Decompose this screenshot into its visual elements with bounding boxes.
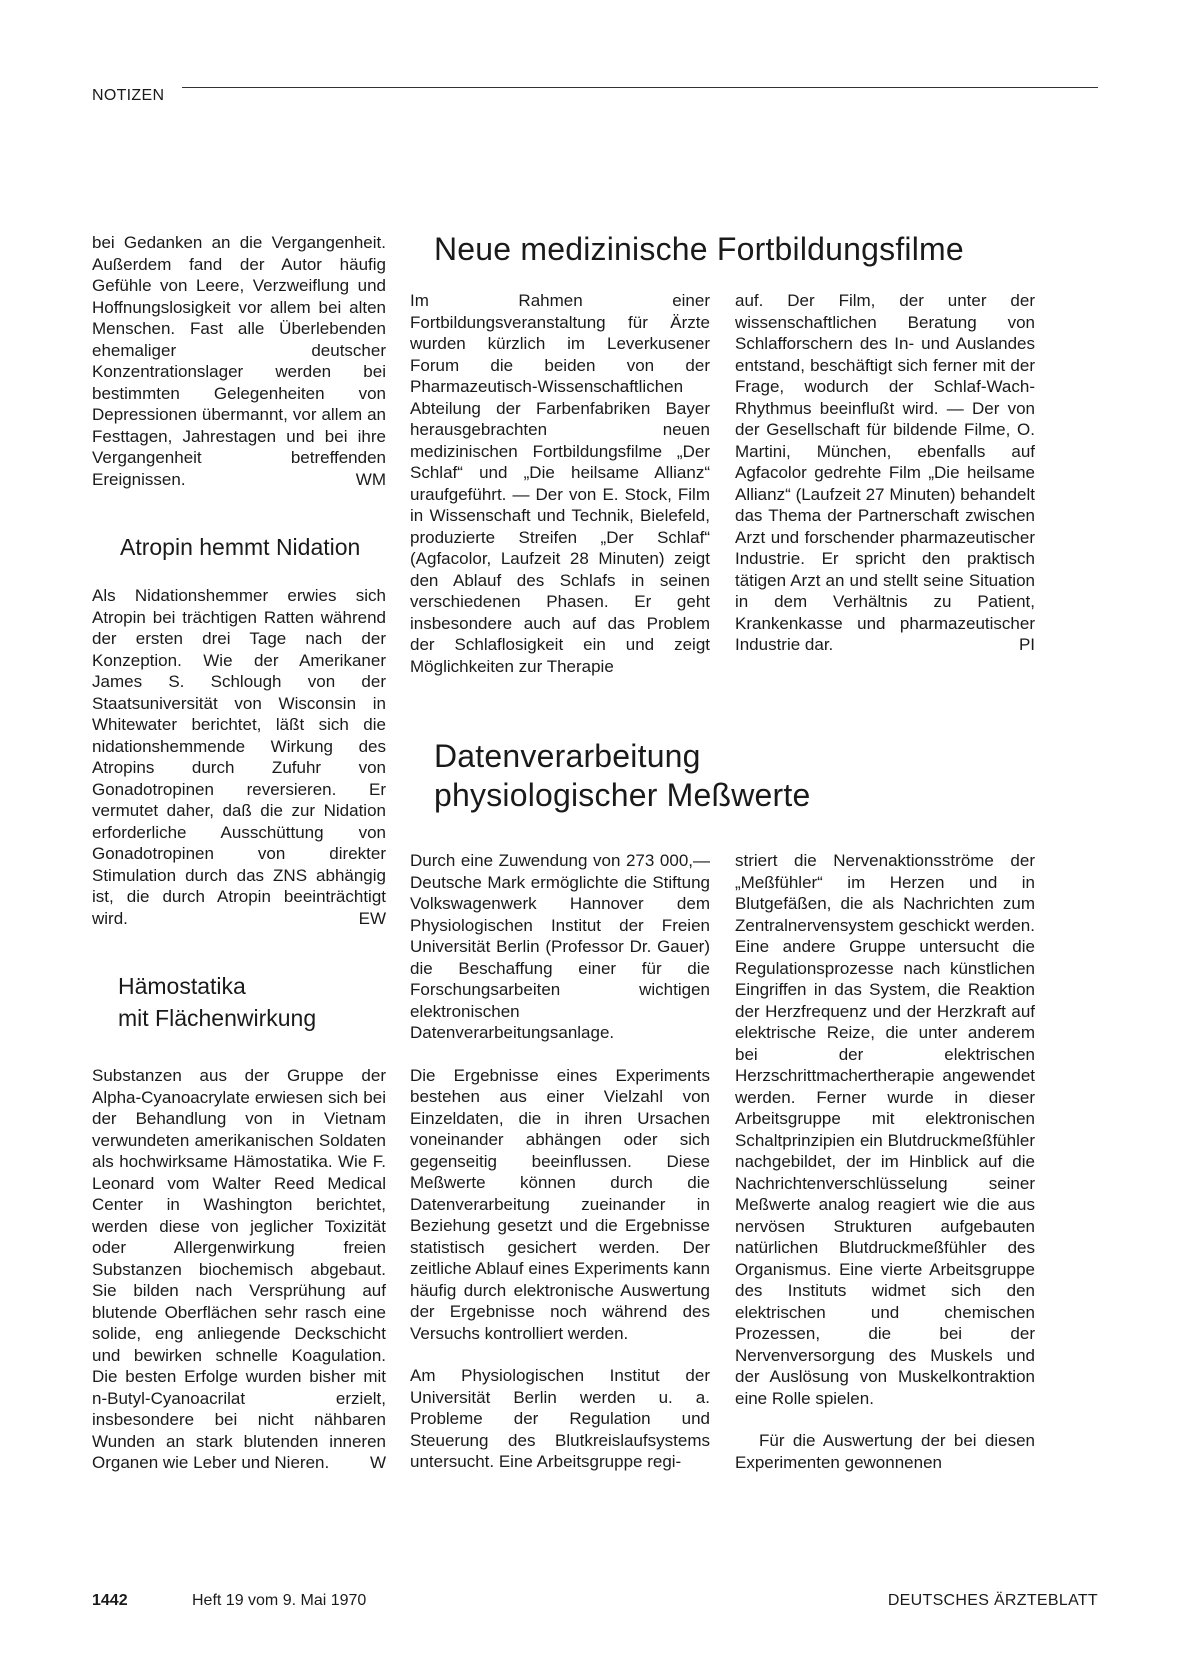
journal-name: DEUTSCHES ÄRZTEBLATT	[887, 1592, 1098, 1609]
fortbildung-col1-text: Im Rahmen einer Fortbildungsveranstaltung für Ärzte wurden kürzlich im Leverkusener Forum die beiden von der Pharmazeutisch-Wissenschaftlichen Abteilung der Farbenfabriken Bayer herausgebrachten neuen medizinischen Fortbildungsfilme „Der Schlaf“ und „Die heilsame Allianz“ uraufgeführt. — Der von E. Stock, Film in Wissenschaft und Technik, Bielefeld, produzierte Streifen „Der Schlaf“ (Agfacolor, Laufzeit 28 Minuten) zeigt den Ablauf des Schlafs in seinen verschiedenen Phasen. Er geht insbesondere auch auf das Problem der Schlaflosigkeit ein und zeigt Möglichkeiten zur Therapie	[410, 291, 710, 676]
header-rule	[182, 87, 1098, 88]
daten-col1-paragraph2: Die Ergebnisse eines Experiments bestehen aus einer Vielzahl von Einzeldaten, die in ihren Ursachen voneinander abhängen oder sich gegenseitig beeinflussen. Diese Meßwerte können durch die Datenverarbeitung zueinander in Beziehung gesetzt und die Ergebnisse statistisch gesichert werden. Der zeitliche Ablauf eines Experiments kann häufig durch elektronische Auswertung der Ergebnisse noch während des Versuchs kontrolliert werden.	[410, 1065, 710, 1343]
haemostatika-title-line1: Hämostatika	[118, 973, 246, 999]
fortbildung-col2-text: auf. Der Film, der unter der wissenschaftlichen Beratung von Schlafforschern des In- und Auslandes entstand, beschäftigt sich ferner mit der Frage, wodurch der Schlaf-Wach-Rhythmus beeinflußt wird. — Der von der Gesellschaft für bildende Filme, O. Martini, München, ebenfalls auf Agfacolor gedrehte Film „Die heilsame Allianz“ (Laufzeit 27 Minuten) behandelt das Thema der Partnerschaft zwischen Arzt und forschender pharmazeutischer Industrie. Er spricht den praktisch tätigen Arzt an und stellt seine Situation in dem Verhältnis zu Patient, Krankenkasse und pharmazeutischer Industrie dar.	[735, 291, 1035, 654]
atropin-article	[92, 585, 386, 929]
intro-paragraph: bei Gedanken an die Vergangenheit. Außerdem fand der Autor häufig Gefühle von Leere, Verzweiflung und Hoffnungslosigkeit vor allem bei alten Menschen. Fast alle Überlebenden ehemaliger deutscher Konzentrationslager werden bei bestimmten Gelegenheiten von Depressionen übermannt, vor allem an Festtagen, Jahrestagen und bei ihre Vergangenheit betreffenden Ereignissen.	[92, 233, 386, 489]
haemostatika-article	[92, 1065, 386, 1474]
fortbildung-signature: PI	[1018, 635, 1035, 654]
section-label: NOTIZEN	[92, 87, 165, 104]
daten-title-line1: Datenverarbeitung	[434, 738, 701, 774]
daten-title-line2: physiologischer Meßwerte	[434, 777, 811, 813]
atropin-signature: EW	[358, 908, 386, 928]
haemostatika-signature: W	[369, 1453, 386, 1472]
fortbildung-col1	[410, 290, 710, 677]
fortbildung-col2	[735, 290, 1035, 656]
daten-col2-paragraph2: Für die Auswertung der bei diesen Experimenten gewonnenen	[735, 1431, 1035, 1472]
atropin-text: Als Nidationshemmer erwies sich Atropin bei trächtigen Ratten während der ersten drei Tage nach der Konzeption. Wie der Amerikaner James S. Schlough von der Staatsuniversität von Wisconsin in Whitewater berichtet, läßt sich die nidationshemmende Wirkung des Atropins durch Zufuhr von Gonadotropinen reversieren. Er vermutet daher, daß die zur Nidation erforderliche Ausschüttung von Gonadotropinen von direkter Stimulation durch das ZNS abhängig ist, die durch Atropin beeinträchtigt wird.	[92, 586, 386, 928]
daten-col1-paragraph3: Am Physiologischen Institut der Universität Berlin werden u. a. Probleme der Regulation und Steuerung des Blutkreislaufsystems untersucht. Eine Arbeitsgruppe regi-	[410, 1366, 710, 1471]
intro-signature: WM	[355, 469, 386, 489]
daten-col2-paragraph1: striert die Nervenaktionsströme der „Meßfühler“ im Herzen und in Blutgefäßen, die als Nachrichten zum Zentralnervensystem geschickt werden. Eine andere Gruppe untersucht die Regulationsprozesse nach künstlichen Eingriffen in das System, die Reaktion der Herzfrequenz und der Herzkraft auf elektrische Reize, die unter anderem bei der elektrischen Herzschrittmachertherapie angewendet werden. Ferner wurde in dieser Arbeitsgruppe mit elektronischen Schaltprinzipien ein Blutdruckmeßfühler nachgebildet, der im Hinblick auf die Nachrichtenverschlüsselung seiner Meßwerte analog reagiert wie die aus nervösen Strukturen aufgebauten natürlichen Blutdruckmeßfühler des Organismus. Eine vierte Arbeitsgruppe des Instituts widmet sich den elektrischen und chemischen Prozessen, die bei der Nervenversorgung des Muskels und der Auslösung von Muskelkontraktion eine Rolle spielen.	[735, 851, 1035, 1408]
fortbildung-title: Neue medizinische Fortbildungsfilme	[434, 231, 964, 267]
page-number: 1442	[92, 1592, 128, 1609]
issue-info: Heft 19 vom 9. Mai 1970	[192, 1592, 367, 1609]
daten-col1-paragraph1: Durch eine Zuwendung von 273 000,— Deutsche Mark ermöglichte die Stiftung Volkswagenwerk Hannover dem Physiologischen Institut der Freien Universität Berlin (Professor Dr. Gauer) die Beschaffung einer für die Forschungsarbeiten wichtigen elektronischen Datenverarbeitungsanlage.	[410, 851, 710, 1042]
haemostatika-text: Substanzen aus der Gruppe der Alpha-Cyanoacrylate erwiesen sich bei der Behandlung von in Vietnam verwundeten amerikanischen Soldaten als hochwirksame Hämostatika. Wie F. Leonard vom Walter Reed Medical Center in Washington berichtet, werden diese von jeglicher Toxizität oder Allergenwirkung freien Substanzen biochemisch abgebaut. Sie bilden nach Versprühung auf blutende Oberflächen sehr rasch eine solide, eng anliegende Deckschicht und bewirken schnelle Koagulation. Die besten Erfolge wurden bisher mit n-Butyl-Cyanoacrilat erzielt, insbesondere bei nicht nähbaren Wunden an stark blutenden inneren Organen wie Leber und Nieren.	[92, 1066, 386, 1472]
daten-col1	[410, 850, 710, 1473]
left-intro-text	[92, 232, 386, 490]
daten-col2	[735, 850, 1035, 1473]
haemostatika-title-line2: mit Flächenwirkung	[118, 1005, 317, 1031]
atropin-title: Atropin hemmt Nidation	[120, 534, 361, 560]
